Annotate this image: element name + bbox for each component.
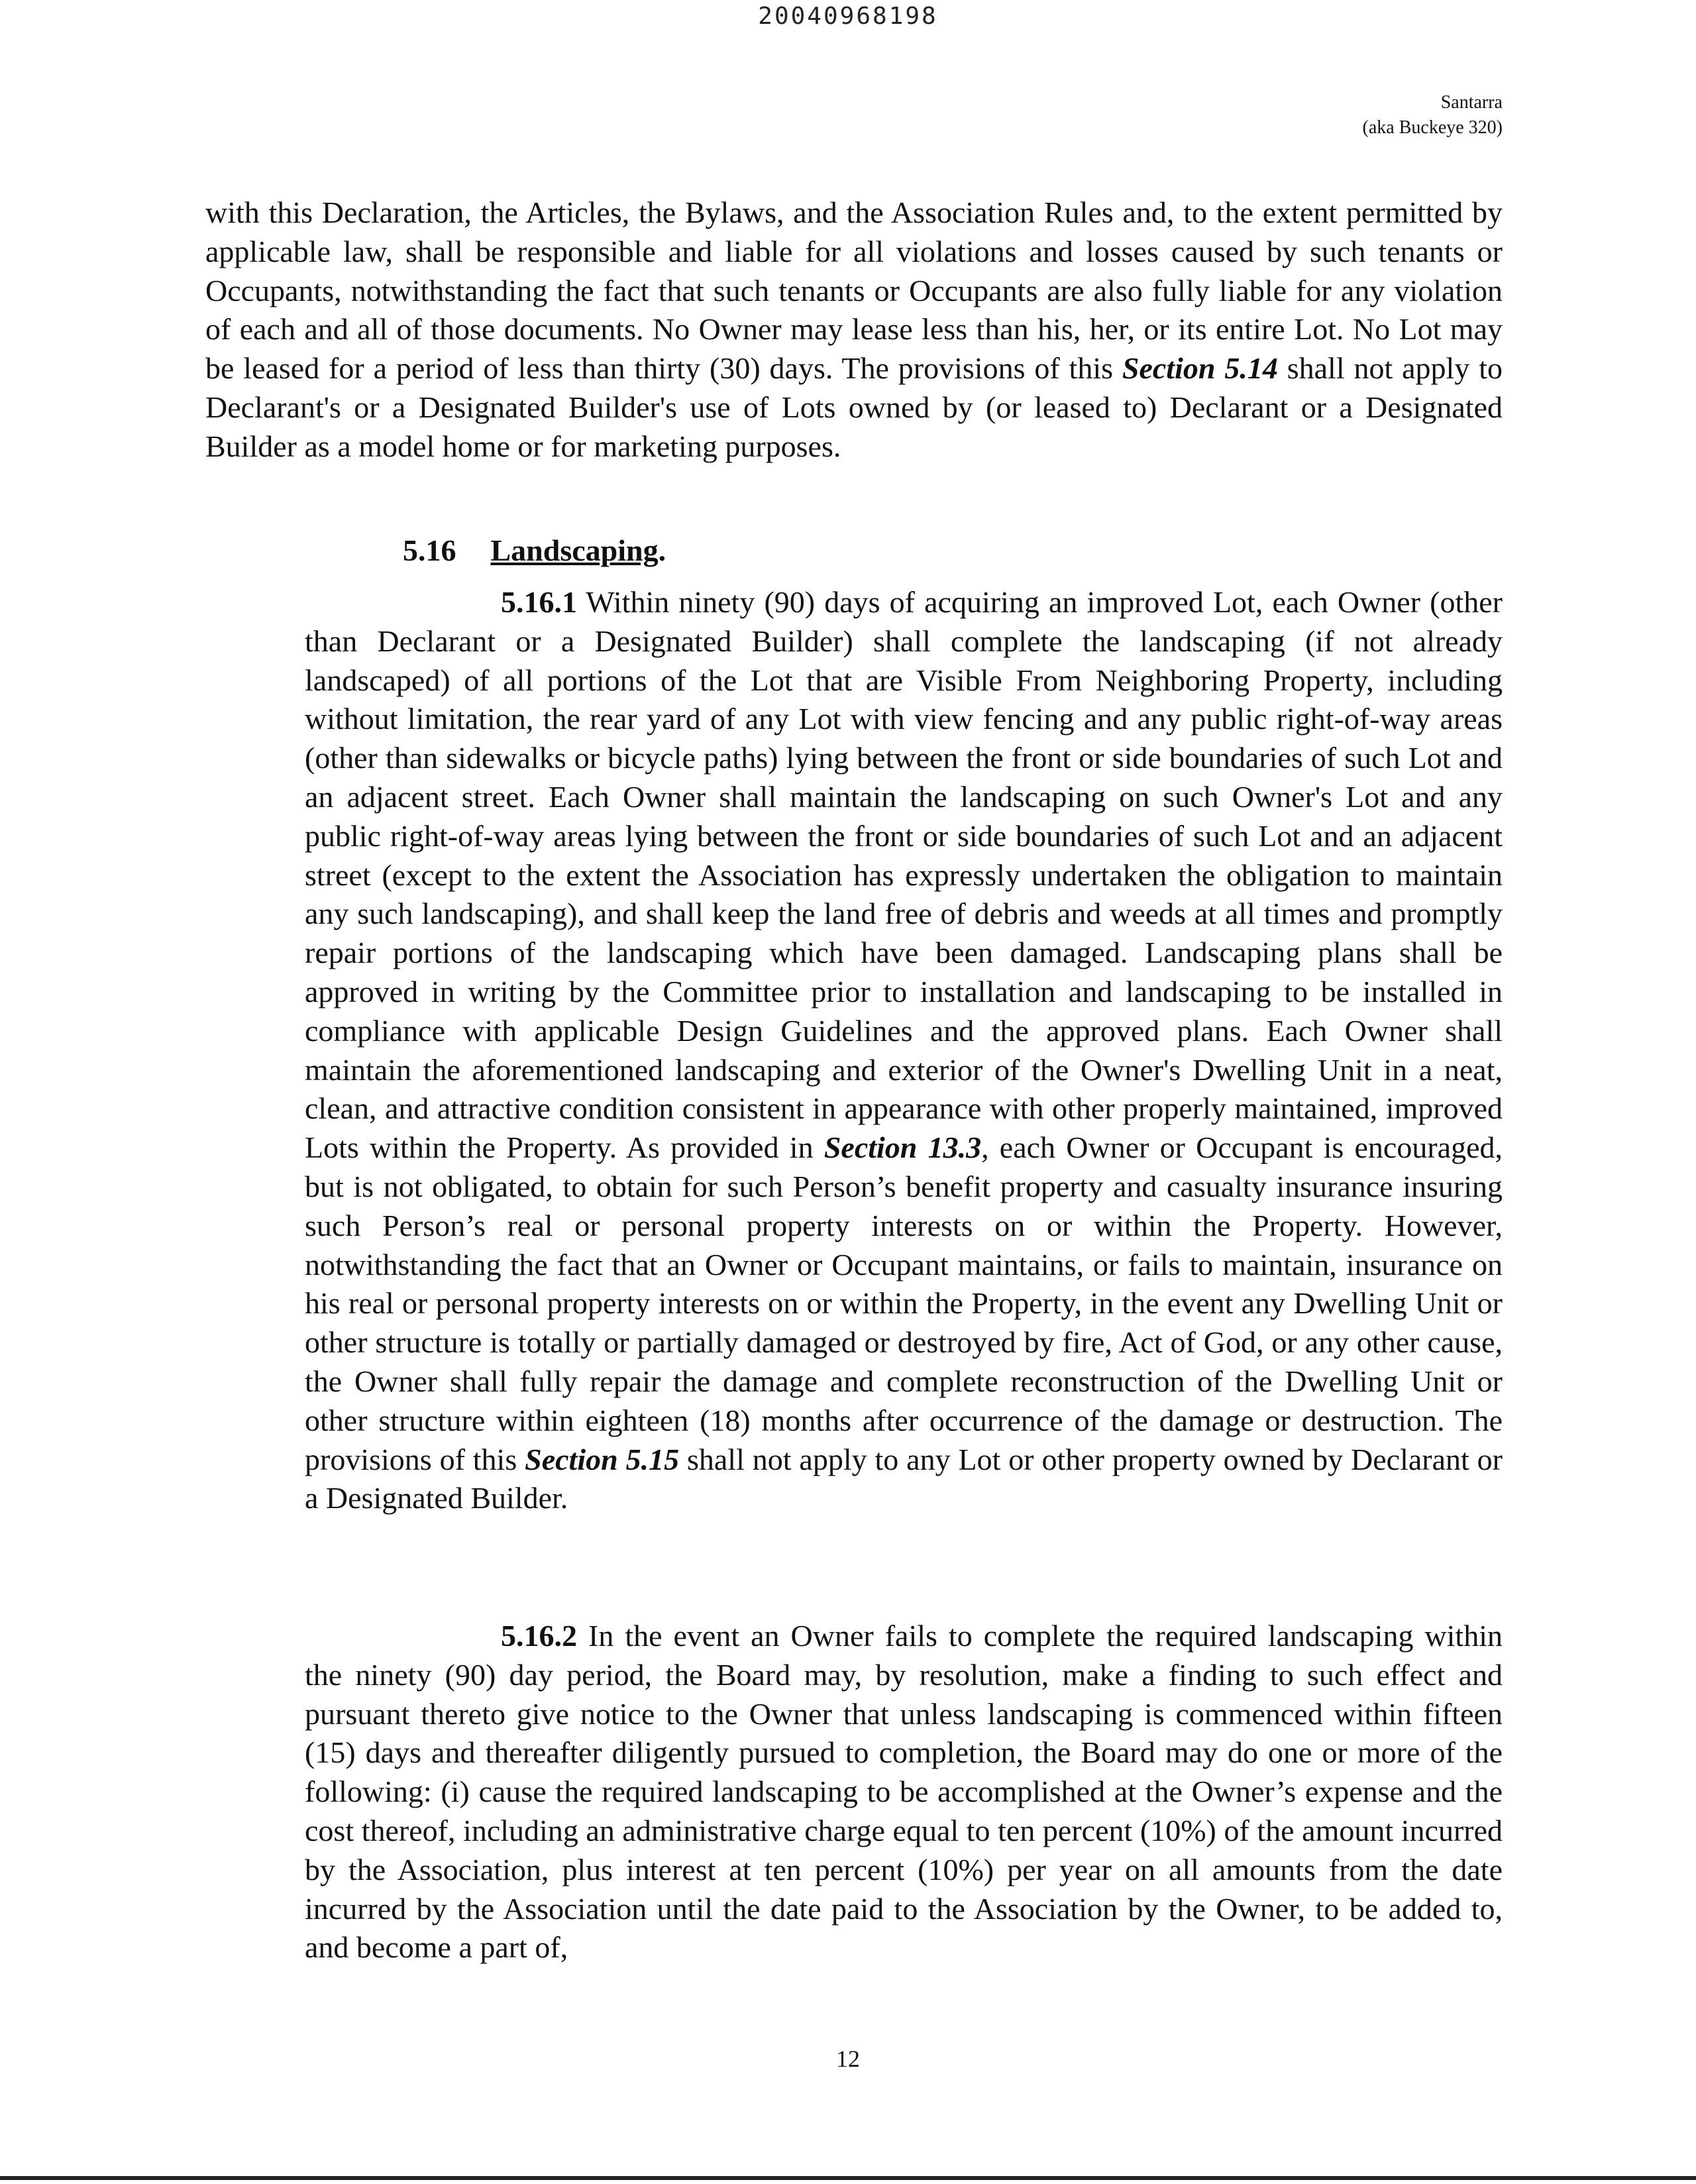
paragraph-text: with this Declaration, the Articles, the Bylaws, and the Association Rules and, to the extent permitted by applicable law, shall be responsible and liable for all violations and losses caused by such tenants or Occupants, notwithstanding the fact that such tenants or Occupants are also fully liable for any violation of each and all of those documents. No Owner may lease less than his, her, or its entire Lot. No Lot may be leased for a period of less than thirty (30) days. The provisions of this	[205, 195, 1503, 386]
section-number: 5.16	[403, 533, 456, 567]
paragraph-text: shall not apply to Declarant's or a Designated Builder's use of Lots owned by (or leased to) Declarant or a Designated Builder as a model home or for marketing purposes.	[205, 351, 1503, 463]
running-header	[1363, 90, 1503, 140]
paragraph-text: Within ninety (90) days of acquiring an improved Lot, each Owner (other than Declarant or a Designated Builder) shall complete the landscaping (if not already landscaped) of all portions of the Lot that are Visible From Neighboring Property, including without limitation, the rear yard of any Lot with view fencing and any public right-of-way areas (other than sidewalks or bicycle paths) lying between the front or side boundaries of such Lot and an adjacent street. Each Owner shall maintain the landscaping on such Owner's Lot and any public right-of-way areas lying between the front or side boundaries of such Lot and an adjacent street (except to the extent the Association has expressly undertaken the obligation to maintain any such landscaping), and shall keep the land free of debris and weeds at all times and promptly repair portions of the landscaping which have been damaged. Landscaping plans shall be approved in writing by the Committee prior to installation and landscaping to be installed in compliance with applicable Design Guidelines and the approved plans. Each Owner shall maintain the aforementioned landscaping and exterior of the Owner's Dwelling Unit in a neat, clean, and attractive condition consistent in appearance with other properly maintained, improved Lots within the Property. As provided in	[305, 585, 1503, 1165]
paragraph-text: shall not apply to any Lot or other property owned by Declarant or a Designated Builder.	[305, 1442, 1503, 1515]
section-reference: Section 5.15	[525, 1442, 680, 1476]
continued-paragraph	[205, 193, 1503, 466]
section-title: Landscaping	[490, 533, 659, 567]
section-heading	[403, 531, 666, 570]
header-project-name: Santarra	[1440, 92, 1503, 113]
subsection-paragraph-5-16-1	[305, 583, 1503, 1518]
paragraph-text: , each Owner or Occupant is encouraged, but is not obligated, to obtain for such Person’s benefit property and casualty insurance insuring such Person’s real or personal property interests on or within the Property. However, notwithstanding the fact that an Owner or Occupant maintains, or fails to maintain, insurance on his real or personal property interests on or within the Property, in the event any Dwelling Unit or other structure is totally or partially damaged or destroyed by fire, Act of God, or any other cause, the Owner shall fully repair the damage and complete reconstruction of the Dwelling Unit or other structure within eighteen (18) months after occurrence of the damage or destruction. The provisions of this	[305, 1130, 1503, 1476]
document-id-stamp: 20040968198	[758, 3, 938, 30]
subsection-paragraph-5-16-2	[305, 1617, 1503, 1967]
section-reference: Section 13.3	[823, 1130, 982, 1165]
subsection-number: 5.16.2	[501, 1619, 577, 1653]
page-number: 12	[836, 2046, 860, 2072]
subsection-number: 5.16.1	[501, 585, 577, 619]
header-project-alias: (aka Buckeye 320)	[1362, 117, 1503, 138]
paragraph-text: In the event an Owner fails to complete the required landscaping within the ninety (90) day period, the Board may, by resolution, make a finding to such effect and pursuant thereto give notice to the Owner that unless landscaping is commenced within fifteen (15) days and thereafter diligently pursued to completion, the Board may do one or more of the following: (i) cause the required landscaping to be accomplished at the Owner’s expense and the cost thereof, including an administrative charge equal to ten percent (10%) of the amount incurred by the Association, plus interest at ten percent (10%) per year on all amounts from the date incurred by the Association until the date paid to the Association by the Owner, to be added to, and become a part of,	[305, 1619, 1503, 1965]
section-reference: Section 5.14	[1122, 351, 1278, 386]
scan-edge-rule	[0, 2176, 1696, 2180]
section-title-period: .	[658, 533, 666, 567]
